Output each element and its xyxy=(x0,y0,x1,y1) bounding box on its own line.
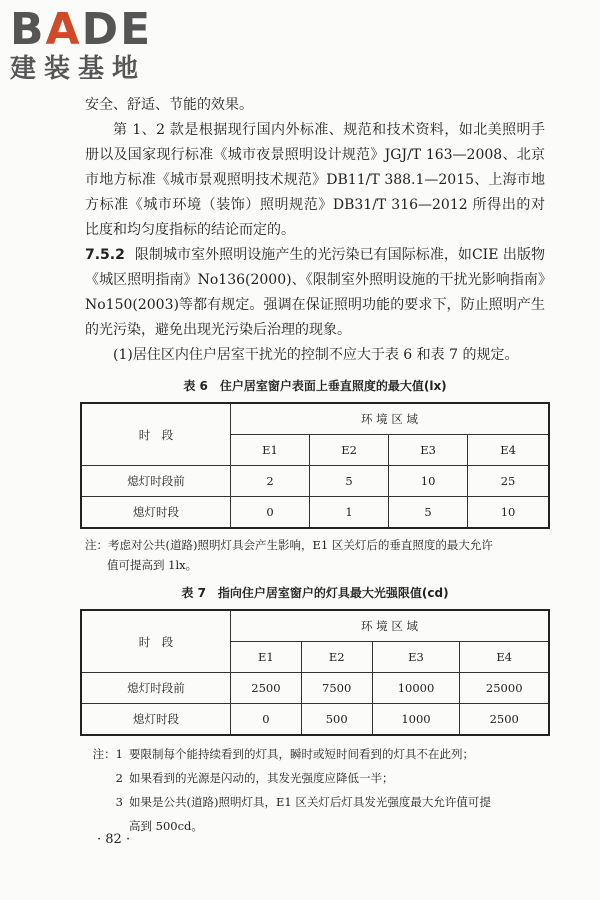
section-number: 7.5.2 xyxy=(85,247,125,263)
table6-cell: 10 xyxy=(468,497,549,529)
table7-cell: 7500 xyxy=(301,673,372,704)
table6-row-label: 熄灯时段前 xyxy=(81,466,231,497)
table7-row-label: 熄灯时段 xyxy=(81,704,231,736)
section-text: 限制城市室外照明设施产生的光污染已有国际标准，如CIE 出版物《城区照明指南》No136(2000)、《限制室外照明设施的干扰光影响指南》No150(2003)等都有规定。强调在保证照明功能的要求下，防止照明产生的光污染，避免出现光污染后治理的现象。 xyxy=(85,247,545,338)
table6-note: 注：考虑对公共(道路)照明灯具会产生影响，E1 区关灯后的垂直照度的最大允许 值可提高到 1lx。 xyxy=(85,538,493,572)
table6 xyxy=(80,402,550,529)
table7-row-label: 熄灯时段前 xyxy=(81,673,231,704)
table6-zone: E1 xyxy=(231,435,310,466)
table7-zone: E3 xyxy=(372,642,460,673)
table7-zone-header: 环 境 区 域 xyxy=(231,610,550,642)
table7-zone: E4 xyxy=(460,642,549,673)
table7-zone: E1 xyxy=(231,642,302,673)
logo-chinese-name: 建装基地 xyxy=(10,54,147,84)
note-item: 注：1 要限制每个能持续看到的灯具，瞬时或短时间看到的灯具不在此列； xyxy=(92,747,474,761)
table7-cell: 500 xyxy=(301,704,372,736)
table6-zone: E3 xyxy=(389,435,468,466)
table6-row-label: 熄灯时段 xyxy=(81,497,231,529)
table-row xyxy=(81,673,549,704)
page-content xyxy=(85,93,545,838)
table-row xyxy=(81,466,549,497)
paragraph-clause-1-2: 第 1、2 款是根据现行国内外标准、规范和技术资料，如北美照明手册以及国家现行标准《城市夜景照明设计规范》JGJ/T 163—2008、北京市地方标准《城市景观照明技术规范》DB11/T 388.1—2015、上海市地方标准《城市环境（装饰）照明规范》DB31/T 316—2012 所得出的对比度和均匀度指标的结论而定的。 xyxy=(85,122,545,238)
table6-zone: E4 xyxy=(468,435,549,466)
table6-zone: E2 xyxy=(310,435,389,466)
note-item: 2 如果看到的光源是闪动的，其发光强度应降低一半； xyxy=(115,771,394,785)
note-item: 3 如果是公共(道路)照明灯具，E1 区关灯后灯具发光强度最大允许值可提 xyxy=(115,795,491,809)
table6-period-header: 时 段 xyxy=(81,403,231,466)
logo-wordmark: BADE xyxy=(10,4,153,55)
page-number: · 82 · xyxy=(97,832,131,847)
table6-cell: 2 xyxy=(231,466,310,497)
table7-cell: 25000 xyxy=(460,673,549,704)
table7-zone: E2 xyxy=(301,642,372,673)
bade-logo xyxy=(10,4,175,84)
table6-cell: 0 xyxy=(231,497,310,529)
paragraph-item-1: (1)居住区内住户居室干扰光的控制不应大于表 6 和表 7 的规定。 xyxy=(113,347,519,363)
table6-cell: 5 xyxy=(310,466,389,497)
table6-cell: 1 xyxy=(310,497,389,529)
table7-cell: 0 xyxy=(231,704,302,736)
table7-caption: 表 7 指向住户居室窗户的灯具最大光强限值(cd) xyxy=(181,586,449,600)
table7-cell: 10000 xyxy=(372,673,460,704)
table7-cell: 2500 xyxy=(231,673,302,704)
table7-cell: 1000 xyxy=(372,704,460,736)
table7-notes xyxy=(85,742,545,838)
table6-zone-header: 环 境 区 域 xyxy=(231,403,550,435)
table7-cell: 2500 xyxy=(460,704,549,736)
table6-cell: 10 xyxy=(389,466,468,497)
table-row xyxy=(81,704,549,736)
table7-period-header: 时 段 xyxy=(81,610,231,673)
table6-caption: 表 6 住户居室窗户表面上垂直照度的最大值(lx) xyxy=(183,379,447,393)
table7 xyxy=(80,609,550,736)
note-item-continuation: 高到 500cd。 xyxy=(129,819,203,833)
paragraph-7-5-2 xyxy=(85,243,545,343)
table6-cell: 25 xyxy=(468,466,549,497)
table6-cell: 5 xyxy=(389,497,468,529)
table-row xyxy=(81,497,549,529)
paragraph-continuation: 安全、舒适、节能的效果。 xyxy=(85,97,253,113)
